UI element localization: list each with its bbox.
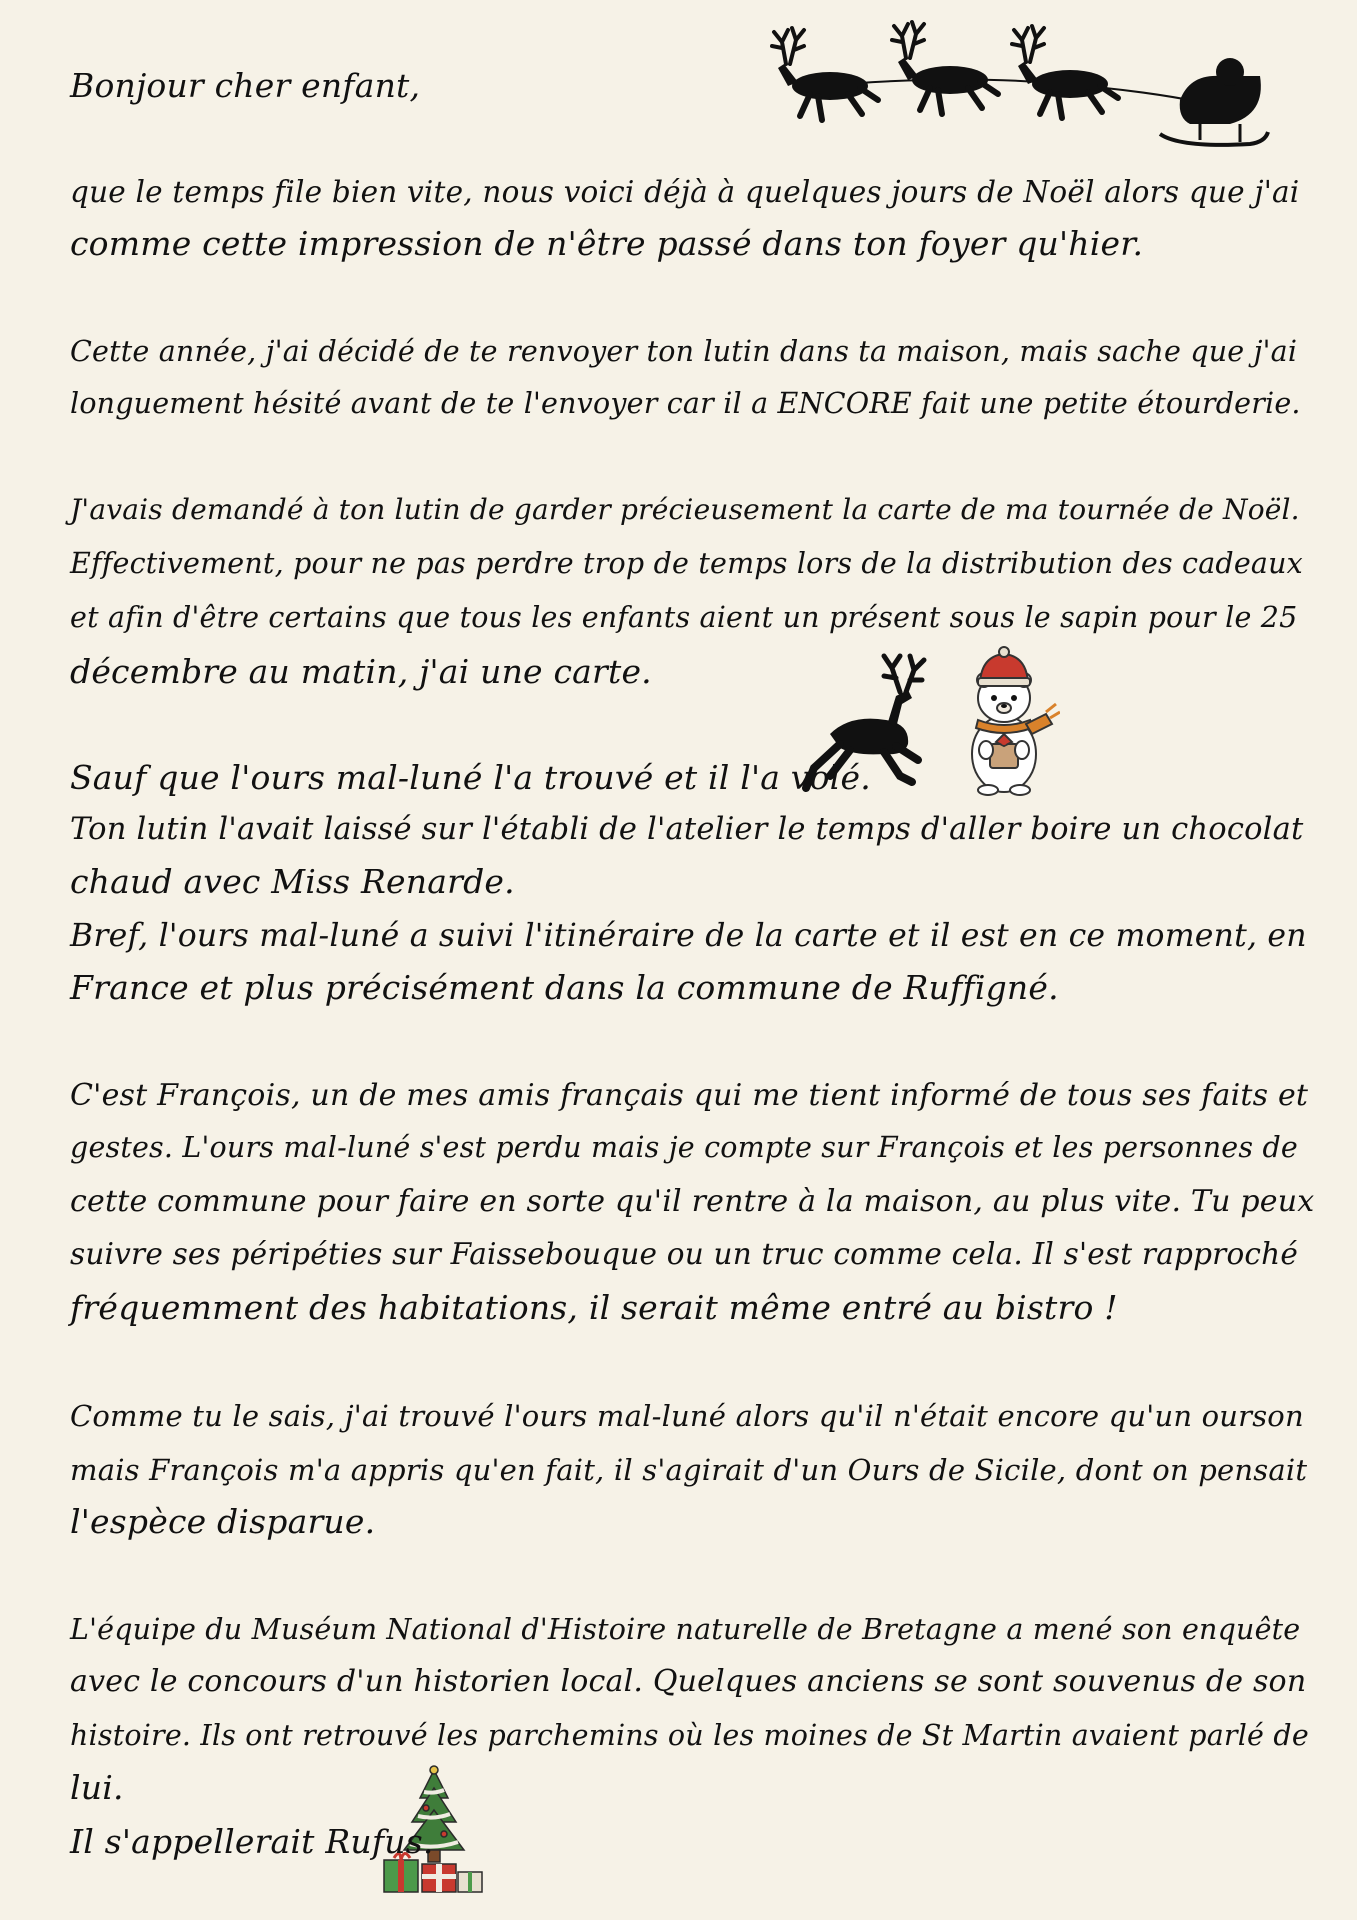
paragraph-5-line-3: cette commune pour faire en sorte qu'il rentre à la maison, au plus vite. Tu peux [70, 1184, 1315, 1219]
paragraph-1-line-1: que le temps file bien vite, nous voici déjà à quelques jours de Noël alors que j'ai [70, 175, 1300, 209]
paragraph-4-line-1: Sauf que l'ours mal-luné l'a trouvé et il l'a volé. [70, 758, 871, 797]
paragraph-7-line-4: lui. [70, 1768, 124, 1807]
paragraph-7-line-2: avec le concours d'un historien local. Quelques anciens se sont souvenus de son [70, 1664, 1307, 1699]
paragraph-2-line-1: Cette année, j'ai décidé de te renvoyer ton lutin dans ta maison, mais sache que j'ai [70, 335, 1298, 368]
paragraph-5-line-1: C'est François, un de mes amis français qui me tient informé de tous ses faits et [70, 1078, 1309, 1113]
paragraph-1-line-2: comme cette impression de n'être passé dans ton foyer qu'hier. [70, 224, 1144, 263]
paragraph-3-line-3: et afin d'être certains que tous les enfants aient un présent sous le sapin pour le 25 [70, 601, 1298, 634]
paragraph-5-line-2: gestes. L'ours mal-luné s'est perdu mais je compte sur François et les personnes de [70, 1131, 1298, 1164]
paragraph-4-line-4: Bref, l'ours mal-luné a suivi l'itinéraire de la carte et il est en ce moment, en [70, 918, 1307, 954]
greeting: Bonjour cher enfant, [70, 66, 421, 105]
paragraph-6-line-3: l'espèce disparue. [70, 1502, 376, 1541]
paragraph-4-line-3: chaud avec Miss Renarde. [70, 862, 515, 901]
paragraph-4-line-2: Ton lutin l'avait laissé sur l'établi de l'atelier le temps d'aller boire un chocolat [70, 812, 1304, 847]
paragraph-7-line-3: histoire. Ils ont retrouvé les parchemins où les moines de St Martin avaient parlé de [70, 1719, 1309, 1752]
paragraph-6-line-1: Comme tu le sais, j'ai trouvé l'ours mal-luné alors qu'il n'était encore qu'un ourson [70, 1399, 1304, 1433]
paragraph-5-line-5: fréquemment des habitations, il serait même entré au bistro ! [70, 1288, 1118, 1327]
paragraph-7-line-5: Il s'appellerait Rufus. [70, 1822, 434, 1861]
paragraph-3-line-4: décembre au matin, j'ai une carte. [70, 652, 652, 691]
polar-bear-with-hat-icon [960, 646, 1060, 796]
paragraph-3-line-2: Effectivement, pour ne pas perdre trop de temps lors de la distribution des cadeaux [70, 547, 1303, 580]
reindeer-sleigh-silhouette-icon [760, 14, 1270, 154]
paragraph-7-line-1: L'équipe du Muséum National d'Histoire naturelle de Bretagne a mené son enquête [70, 1613, 1301, 1646]
paragraph-4-line-5: France et plus précisément dans la commune de Ruffigné. [70, 968, 1059, 1007]
paragraph-2-line-2: longuement hésité avant de te l'envoyer car il a ENCORE fait une petite étourderie. [70, 387, 1301, 420]
paragraph-5-line-4: suivre ses péripéties sur Faissebouque ou un truc comme cela. Il s'est rapproché [70, 1237, 1299, 1271]
paragraph-6-line-2: mais François m'a appris qu'en fait, il s'agirait d'un Ours de Sicile, dont on pensait [70, 1453, 1308, 1487]
paragraph-3-line-1: J'avais demandé à ton lutin de garder précieusement la carte de ma tournée de Noël. [70, 493, 1300, 526]
